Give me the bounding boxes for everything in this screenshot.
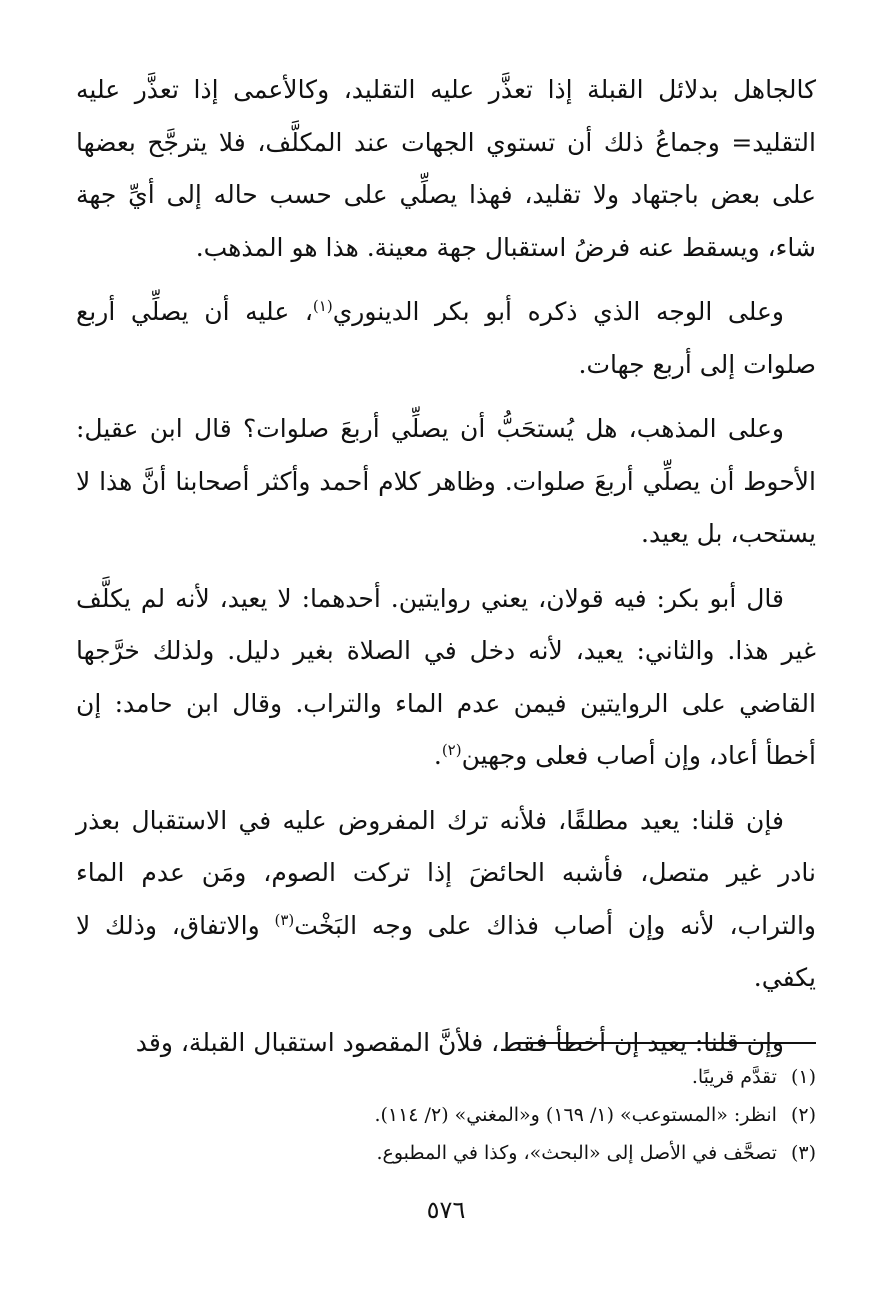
paragraph-5-text-after: والاتفاق، وذلك لا يكفي.: [76, 910, 816, 992]
footnote-1-text: تقدَّم قريبًا.: [691, 1066, 777, 1088]
paragraph-2-text-before: وعلى الوجه الذي ذكره أبو بكر الدينوري: [332, 297, 784, 326]
footnote-ref-3[interactable]: (٣): [274, 910, 295, 929]
page-number: ٥٧٦: [426, 1196, 466, 1224]
paragraph-1: [76, 64, 816, 274]
paragraph-2-text-after: ، عليه أن يصلِّي أربع صلوات إلى أربع جهات.: [76, 297, 816, 379]
paragraph-3-text: وعلى المذهب، هل يُستحَبُّ أن يصلِّي أربعَ صلوات؟ قال ابن عقيل: الأحوط أن يصلِّي أربعَ صلوات. وظاهر كلام أحمد وأكثر أصحابنا أنَّ هذا لا يستحب، بل يعيد.: [76, 414, 816, 548]
paragraph-2: [76, 286, 816, 391]
footnote-3-number: (٣): [790, 1142, 816, 1164]
footnote-1-number: (١): [790, 1066, 816, 1088]
footnote-divider: [516, 1042, 816, 1044]
footnote-ref-2[interactable]: (٢): [441, 741, 462, 759]
footnote-2: [76, 1096, 816, 1134]
paragraph-5: [76, 795, 816, 1005]
footnote-ref-1[interactable]: (١): [312, 297, 333, 315]
footnote-2-number: (٢): [790, 1104, 816, 1126]
page-body: [76, 64, 816, 1081]
paragraph-4: [76, 573, 816, 783]
paragraph-4-text-after: .: [433, 741, 442, 770]
footnotes-section: [76, 1042, 816, 1172]
paragraph-4-text-before: قال أبو بكر: فيه قولان، يعني روايتين. أحدهما: لا يعيد، لأنه لم يكلَّف غير هذا. والثاني: يعيد، لأنه دخل في الصلاة بغير دليل. ولذلك خرَّجها القاضي على الروايتين فيمن عدم الماء والتراب. وقال ابن حامد: إن أخطأ أعاد، وإن أصاب فعلى وجهين: [76, 583, 816, 770]
footnote-1: [76, 1058, 816, 1096]
paragraph-5-text-before: فإن قلنا: يعيد مطلقًا، فلأنه ترك المفروض عليه في الاستقبال بعذر نادر غير متصل، فأشبه الحائضَ إذا تركت الصوم، ومَن عدم الماء والتراب، لأنه وإن أصاب فذاك على وجه البَخْت: [76, 805, 816, 940]
paragraph-1-text: كالجاهل بدلائل القبلة إذا تعذَّر عليه التقليد، وكالأعمى إذا تعذَّر عليه التقليد= وجماعُ ذلك أن تستوي الجهات عند المكلَّف، فلا يترجَّح بعضها على بعض باجتهاد ولا تقليد، فهذا يصلِّي على حسب حاله إلى أيِّ جهة شاء، ويسقط عنه فرضُ استقبال جهة معينة. هذا هو المذهب.: [76, 75, 816, 262]
footnote-2-text: انظر: «المستوعب» (١/ ١٦٩) و«المغني» (٢/ ١١٤).: [374, 1104, 777, 1126]
paragraph-3: [76, 403, 816, 561]
paragraph-6-text: وإن قلنا: يعيد إن أخطأ فقط، فلأنَّ المقصود استقبال القبلة، وقد: [135, 1027, 784, 1057]
footnote-3-text: تصحَّف في الأصل إلى «البحث»، وكذا في المطبوع.: [376, 1142, 777, 1164]
footnote-3: [76, 1134, 816, 1172]
